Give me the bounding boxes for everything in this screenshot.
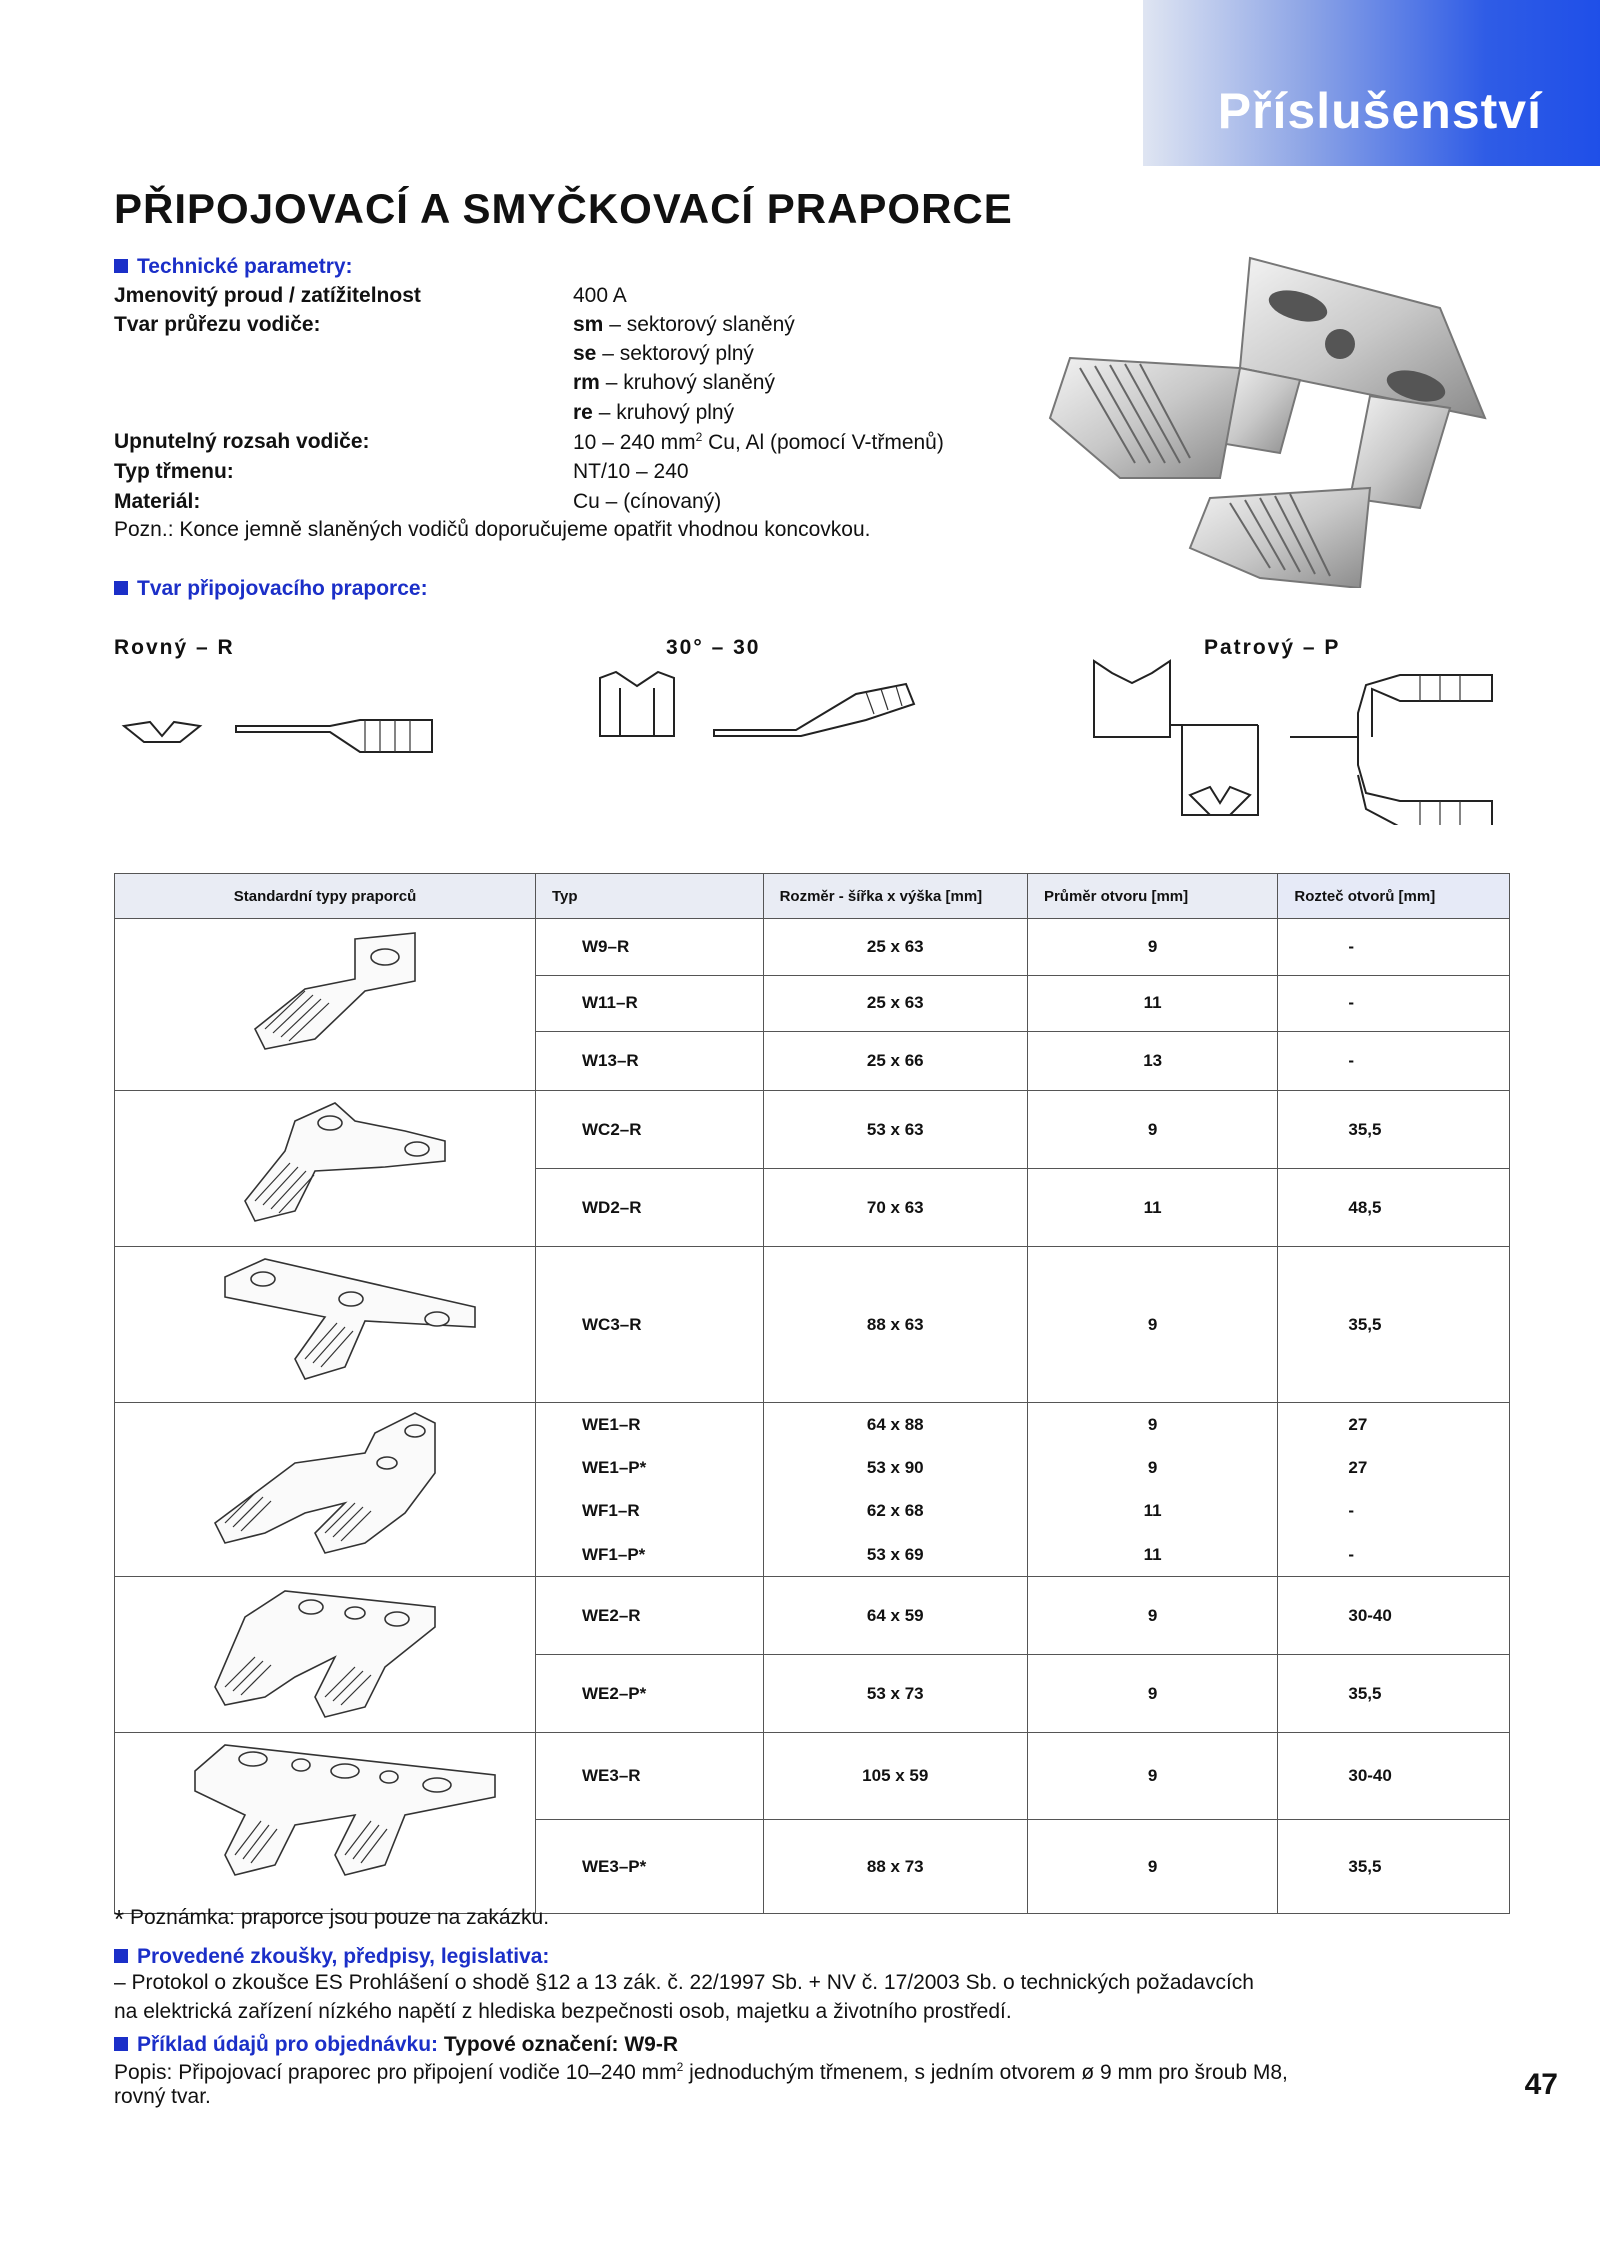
cell-hole: 9 (1027, 1247, 1277, 1403)
cell-type: WE1–P* (536, 1446, 764, 1490)
cell-hole: 11 (1027, 1533, 1277, 1577)
cell-pitch: 35,5 (1278, 1655, 1510, 1733)
cell-size: 70 x 63 (763, 1169, 1027, 1247)
param-value-range: 10 – 240 $mm^2$ Cu, Al (pomocí V-třmenů) (573, 430, 944, 454)
tests-line-1: – Protokol o zkoušce ES Prohlášení o shodě §12 a 13 zák. č. 22/1997 Sb. + NV č. 17/2003 Sb. o technických požadavcích (114, 1971, 1254, 1994)
cell-size: 88 x 63 (763, 1247, 1027, 1403)
product-image-cell (115, 1403, 536, 1577)
col-header-types: Standardní typy praporců (115, 874, 536, 919)
param-value-current: 400 A (573, 284, 627, 307)
cell-size: 53 x 73 (763, 1655, 1027, 1733)
param-value-shape-rm: rm – kruhový slaněný (573, 371, 775, 394)
cell-size: 53 x 90 (763, 1446, 1027, 1490)
stepped-shape-drawing (1090, 655, 1500, 825)
cell-size: 53 x 63 (763, 1091, 1027, 1169)
table-row (115, 1247, 1510, 1403)
bullet-square-icon (114, 581, 128, 595)
cell-size: 25 x 63 (763, 919, 1027, 976)
wc3-drawing (115, 1247, 535, 1397)
param-value-shape-sm: sm – sektorový slaněný (573, 313, 795, 336)
cell-pitch: - (1278, 919, 1510, 976)
table-header-row (115, 874, 1510, 919)
bullet-square-icon (114, 1949, 128, 1963)
product-image-cell (115, 1247, 536, 1403)
table-row (115, 1403, 1510, 1447)
bullet-square-icon (114, 259, 128, 273)
cell-pitch: 30-40 (1278, 1733, 1510, 1820)
cell-hole: 9 (1027, 919, 1277, 976)
we1-drawing (115, 1403, 535, 1571)
table-row (115, 1091, 1510, 1169)
tech-heading: Technické parametry: (114, 255, 353, 279)
param-value-material: Cu – (cínovaný) (573, 490, 722, 513)
footnote: * Poznámka: praporce jsou pouze na zakázku. (114, 1904, 550, 1934)
cell-hole: 11 (1027, 975, 1277, 1032)
cell-size: 25 x 66 (763, 1032, 1027, 1091)
param-value-shape-re: re – kruhový plný (573, 401, 735, 424)
col-header-pitch: Rozteč otvorů [mm] (1278, 874, 1510, 919)
cell-pitch: 35,5 (1278, 1091, 1510, 1169)
cell-pitch: 48,5 (1278, 1169, 1510, 1247)
page-number: 47 (1524, 2068, 1558, 2101)
product-image-cell (115, 1577, 536, 1733)
cell-type: WE2–R (536, 1577, 764, 1655)
cell-type: WE3–R (536, 1733, 764, 1820)
cell-hole: 9 (1027, 1655, 1277, 1733)
straight-shape-drawing (120, 712, 440, 762)
table-row (115, 1577, 1510, 1655)
param-label-material: Materiál: (114, 490, 201, 513)
cell-type: WD2–R (536, 1169, 764, 1247)
product-image-cell (115, 1733, 536, 1914)
order-description-line-2: rovný tvar. (114, 2085, 211, 2108)
cell-size: 64 x 88 (763, 1403, 1027, 1447)
cell-hole: 9 (1027, 1091, 1277, 1169)
param-label-current: Jmenovitý proud / zatížitelnost (114, 284, 421, 307)
cell-pitch: - (1278, 1490, 1510, 1534)
cell-pitch: - (1278, 975, 1510, 1032)
cell-pitch: 35,5 (1278, 1247, 1510, 1403)
cell-type: WF1–P* (536, 1533, 764, 1577)
cell-size: 62 x 68 (763, 1490, 1027, 1534)
col-header-size: Rozměr - šířka x výška [mm] (763, 874, 1027, 919)
table-row (115, 919, 1510, 976)
cell-type: WC2–R (536, 1091, 764, 1169)
cell-type: WE3–P* (536, 1820, 764, 1914)
cell-size: 53 x 69 (763, 1533, 1027, 1577)
param-note: Pozn.: Konce jemně slaněných vodičů doporučujeme opatřit vhodnou koncovkou. (114, 518, 871, 541)
cell-type: W13–R (536, 1032, 764, 1091)
shape-label-stepped: Patrový – P (1204, 636, 1341, 659)
cell-hole: 11 (1027, 1169, 1277, 1247)
table-row (115, 1733, 1510, 1820)
cell-size: 105 x 59 (763, 1733, 1027, 1820)
wc2-drawing (115, 1091, 535, 1241)
cell-size: 88 x 73 (763, 1820, 1027, 1914)
we3-drawing (115, 1735, 535, 1907)
shape-heading: Tvar připojovacího praporce: (114, 577, 428, 601)
cell-hole: 9 (1027, 1733, 1277, 1820)
col-header-hole: Průměr otvoru [mm] (1027, 874, 1277, 919)
cell-hole: 11 (1027, 1490, 1277, 1534)
cell-type: WE2–P* (536, 1655, 764, 1733)
section-title: Příslušenství (1217, 83, 1542, 139)
order-description: Popis: Připojovací praporec pro připojení vodiče 10–240 $mm^2$ jednoduchým třmenem, s jedním otvorem ø 9 mm pro šroub M8, (114, 2060, 1288, 2084)
param-label-clamp: Typ třmenu: (114, 460, 234, 483)
tests-heading: Provedené zkoušky, předpisy, legislativa: (114, 1945, 549, 1969)
cell-hole: 9 (1027, 1403, 1277, 1447)
param-value-clamp: NT/10 – 240 (573, 460, 689, 483)
shape-label-straight: Rovný – R (114, 636, 235, 659)
cell-type: W9–R (536, 919, 764, 976)
cell-hole: 9 (1027, 1446, 1277, 1490)
order-heading: Příklad údajů pro objednávku: Typové označení: W9-R (114, 2033, 678, 2057)
cell-size: 25 x 63 (763, 975, 1027, 1032)
product-photo (1040, 248, 1500, 588)
we2-drawing (115, 1577, 535, 1727)
col-header-type: Typ (536, 874, 764, 919)
param-label-range: Upnutelný rozsah vodiče: (114, 430, 370, 453)
cell-pitch: 27 (1278, 1403, 1510, 1447)
cell-pitch: - (1278, 1533, 1510, 1577)
cell-pitch: 27 (1278, 1446, 1510, 1490)
angled-shape-drawing (596, 664, 916, 744)
cell-pitch: 35,5 (1278, 1820, 1510, 1914)
cell-type: WF1–R (536, 1490, 764, 1534)
cell-size: 64 x 59 (763, 1577, 1027, 1655)
tests-line-2: na elektrická zařízení nízkého napětí z hlediska bezpečnosti osob, majetku a životního prostředí. (114, 2000, 1012, 2023)
cell-type: W11–R (536, 975, 764, 1032)
page-title: PŘIPOJOVACÍ A SMYČKOVACÍ PRAPORCE (114, 185, 1013, 232)
shape-label-angled: 30° – 30 (666, 636, 761, 659)
cell-pitch: 30-40 (1278, 1577, 1510, 1655)
cell-hole: 13 (1027, 1032, 1277, 1091)
cell-hole: 9 (1027, 1820, 1277, 1914)
cell-pitch: - (1278, 1032, 1510, 1091)
cell-type: WC3–R (536, 1247, 764, 1403)
param-label-shape: Tvar průřezu vodiče: (114, 313, 321, 336)
param-value-shape-se: se – sektorový plný (573, 342, 754, 365)
product-image-cell (115, 919, 536, 1091)
cell-hole: 9 (1027, 1577, 1277, 1655)
w9-drawing (115, 919, 535, 1085)
spec-table (114, 873, 1510, 1914)
product-image-cell (115, 1091, 536, 1247)
bullet-square-icon (114, 2037, 128, 2051)
cell-type: WE1–R (536, 1403, 764, 1447)
